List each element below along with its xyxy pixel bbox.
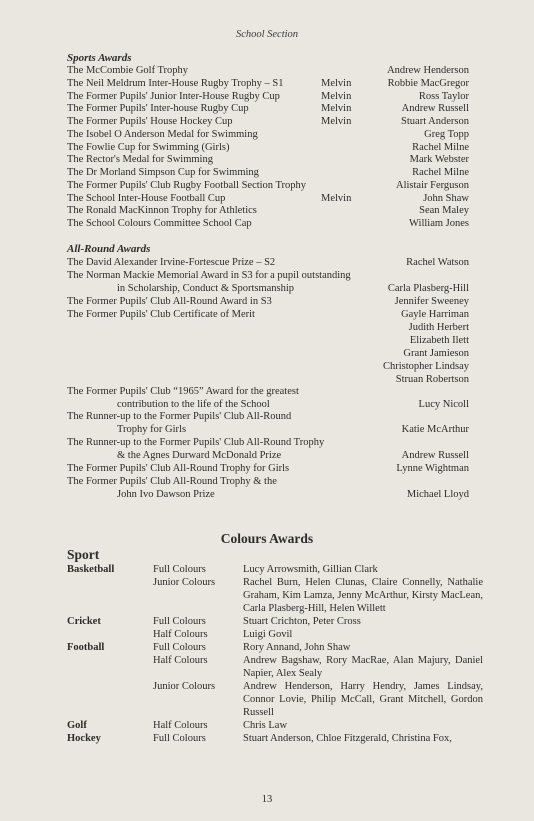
- award-name: The Former Pupils' Club All-Round Trophy for Girls: [67, 463, 290, 474]
- winner-name: Andrew Russell: [401, 103, 469, 115]
- award-name: The Former Pupils' Club All-Round Trophy & the: [67, 476, 277, 487]
- winner-name: Stuart Anderson: [401, 116, 469, 127]
- award-name: The Isobel O Anderson Medal for Swimming: [67, 128, 258, 140]
- award-row: [0, 204, 534, 217]
- award-name: The Norman Mackie Memorial Award in S3 for a pupil outstanding: [67, 270, 351, 281]
- award-name: The Dr Morland Simpson Cup for Swimming: [67, 167, 259, 178]
- sport-name: Basketball: [67, 564, 115, 575]
- award-row: [0, 166, 534, 179]
- colours-level: Full Colours: [153, 564, 206, 575]
- house-name: Melvin: [321, 116, 352, 127]
- winner-name: Andrew Russell: [401, 450, 469, 461]
- sport-heading: Sport: [67, 547, 100, 562]
- sports-awards-title: Sports Awards: [67, 52, 132, 64]
- recipient-names: Luigi Govil: [243, 629, 293, 640]
- recipient-names: Chris Law: [243, 720, 288, 731]
- award-name: John Ivo Dawson Prize: [117, 489, 215, 500]
- house-name: Melvin: [321, 77, 352, 89]
- award-name: in Scholarship, Conduct & Sportsmanship: [117, 283, 295, 294]
- award-name: The School Inter-House Football Cup: [67, 192, 226, 204]
- award-row: [0, 295, 534, 308]
- winner-name: Andrew Henderson: [387, 65, 469, 76]
- sport-name: Football: [67, 642, 105, 653]
- winner-name: Gayle Harriman: [401, 309, 469, 320]
- recipient-names: Lucy Arrowsmith, Gillian Clark: [243, 564, 378, 575]
- colours-level: Full Colours: [153, 642, 206, 653]
- award-name: The McCombie Golf Trophy: [67, 65, 189, 76]
- recipient-names: Andrew Bagshaw, Rory MacRae, Alan Majury, Daniel Napier, Alex Sealy: [243, 655, 483, 679]
- award-row: [0, 192, 534, 205]
- award-row: [0, 77, 534, 90]
- award-name: The Neil Meldrum Inter-House Rugby Trophy – S1: [67, 77, 284, 89]
- winner-name: Alistair Ferguson: [395, 179, 469, 191]
- winner-name: Lucy Nicoll: [418, 399, 469, 410]
- award-name: The Ronald MacKinnon Trophy for Athletics: [67, 205, 257, 217]
- winner-name: Mark Webster: [409, 154, 469, 166]
- award-name: The Former Pupils' Club “1965” Award for the greatest: [67, 386, 299, 397]
- winner-name: Carla Plasberg-Hill: [387, 283, 469, 294]
- award-row: [0, 308, 534, 321]
- winner-name: Elizabeth Ilett: [409, 335, 469, 346]
- award-name: The School Colours Committee School Cap: [67, 218, 252, 229]
- winner-name: Sean Maley: [419, 205, 469, 217]
- sport-name: Cricket: [67, 616, 101, 627]
- sport-name: Golf: [67, 720, 87, 731]
- award-row: [0, 436, 534, 449]
- house-name: Melvin: [321, 192, 352, 204]
- award-row: [0, 282, 534, 295]
- winner-name: Struan Robertson: [395, 374, 469, 385]
- colours-awards-title: Colours Awards: [220, 531, 314, 546]
- award-row: [0, 256, 534, 269]
- award-name: & the Agnes Durward McDonald Prize: [117, 450, 282, 461]
- winner-name: Rachel Milne: [412, 167, 469, 178]
- winner-name: William Jones: [409, 218, 469, 229]
- award-row: [0, 64, 534, 77]
- award-row: [0, 179, 534, 192]
- award-row: [0, 115, 534, 128]
- colours-level: Half Colours: [153, 720, 208, 731]
- award-row: [0, 334, 534, 347]
- award-name: The Former Pupils' Inter-house Rugby Cup: [67, 103, 249, 115]
- award-name: The Former Pupils' Club Certificate of Merit: [67, 309, 255, 320]
- award-name: The Former Pupils' Club Rugby Football Section Trophy: [67, 179, 307, 191]
- award-row: [0, 217, 534, 230]
- page-number: 13: [261, 794, 273, 805]
- award-name: The Former Pupils' Club All-Round Award in S3: [67, 296, 272, 307]
- award-row: [0, 128, 534, 141]
- winner-name: Rachel Milne: [412, 141, 469, 153]
- winner-name: Jennifer Sweeney: [394, 296, 469, 307]
- award-row: [0, 141, 534, 154]
- award-row: [0, 475, 534, 488]
- award-row: [0, 410, 534, 423]
- colours-level: Full Colours: [153, 733, 206, 744]
- recipient-names: Stuart Anderson, Chloe Fitzgerald, Christina Fox,: [243, 733, 452, 744]
- winner-name: John Shaw: [423, 192, 469, 204]
- colours-level: Half Colours: [153, 655, 208, 666]
- award-name: The Rector's Medal for Swimming: [67, 154, 213, 166]
- award-row: [0, 423, 534, 436]
- winner-name: Greg Topp: [424, 128, 469, 140]
- winner-name: Rachel Watson: [406, 257, 469, 268]
- all-round-awards-title: All-Round Awards: [67, 243, 151, 255]
- winner-name: Christopher Lindsay: [382, 361, 469, 372]
- award-row: [0, 90, 534, 103]
- award-name: The Runner-up to the Former Pupils' Club All-Round Trophy: [67, 437, 325, 448]
- award-name: contribution to the life of the School: [117, 399, 270, 410]
- award-row: [0, 449, 534, 462]
- sport-name: Hockey: [67, 733, 101, 744]
- colours-level: Full Colours: [153, 616, 206, 627]
- winner-name: Katie McArthur: [401, 424, 469, 435]
- colours-level: Half Colours: [153, 629, 208, 640]
- award-row: [0, 488, 534, 501]
- winner-name: Grant Jamieson: [403, 348, 469, 359]
- award-row: [0, 360, 534, 373]
- colours-level: Junior Colours: [153, 681, 216, 692]
- award-name: The Runner-up to the Former Pupils' Club All-Round: [67, 411, 292, 422]
- winner-name: Ross Taylor: [418, 90, 469, 102]
- award-row: [0, 385, 534, 398]
- award-row: [0, 102, 534, 115]
- winner-name: Robbie MacGregor: [387, 77, 469, 89]
- award-name: The Former Pupils' Junior Inter-House Rugby Cup: [67, 90, 280, 102]
- recipient-names: Andrew Henderson, Harry Hendry, James Lindsay, Connor Lovie, Philip McCall, Grant Mitchell, Gordon Russell: [243, 681, 483, 718]
- recipient-names: Rachel Burn, Helen Clunas, Claire Connelly, Nathalie Graham, Kim Lamza, Jenny McArthur, Kirsty MacLean, Carla Plasberg-Hill, Helen Willett: [243, 577, 483, 614]
- award-name: The Fowlie Cup for Swimming (Girls): [67, 141, 230, 153]
- award-name: Trophy for Girls: [117, 424, 187, 435]
- section-header: School Section: [235, 29, 299, 40]
- award-row: [0, 347, 534, 360]
- winner-name: Lynne Wightman: [396, 463, 469, 474]
- winner-name: Judith Herbert: [408, 322, 469, 333]
- recipient-names: Rory Annand, John Shaw: [243, 642, 351, 653]
- recipient-names: Stuart Crichton, Peter Cross: [243, 616, 361, 627]
- award-row: [0, 321, 534, 334]
- award-row: [0, 462, 534, 475]
- house-name: Melvin: [321, 103, 352, 115]
- award-row: [0, 269, 534, 282]
- winner-name: Michael Lloyd: [406, 489, 469, 500]
- house-name: Melvin: [321, 90, 352, 102]
- award-name: The David Alexander Irvine-Fortescue Prize – S2: [67, 257, 276, 268]
- colours-level: Junior Colours: [153, 577, 216, 588]
- award-row: [0, 153, 534, 166]
- award-name: The Former Pupils' House Hockey Cup: [67, 116, 233, 127]
